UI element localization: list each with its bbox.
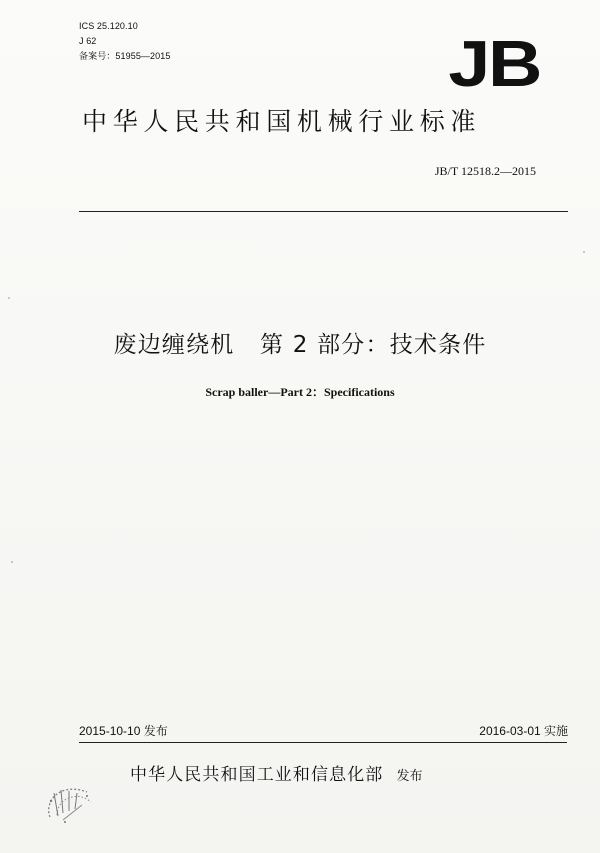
organization-title: 中华人民共和国机械行业标准 bbox=[82, 107, 482, 136]
record-number: 备案号：51955—2015 bbox=[79, 51, 171, 61]
top-divider bbox=[79, 211, 568, 212]
paper-speck bbox=[583, 251, 585, 253]
paper-speck bbox=[8, 297, 10, 299]
publisher-name: 中华人民共和国工业和信息化部 bbox=[130, 765, 384, 785]
ics-code: ICS 25.120.10 bbox=[79, 21, 138, 31]
document-title-en: Scrap baller—Part 2：Specifications bbox=[205, 385, 395, 399]
seal-stamp bbox=[34, 782, 106, 830]
paper-speck bbox=[11, 561, 13, 563]
implement-date: 2016-03-01 实施 bbox=[479, 724, 568, 738]
document-title-zh: 废边缠绕机 第 2 部分：技术条件 bbox=[113, 332, 487, 358]
bottom-divider bbox=[79, 742, 567, 743]
standard-number: JB/T 12518.2—2015 bbox=[434, 164, 536, 178]
classification-block bbox=[79, 19, 170, 64]
jb-logo: JB bbox=[448, 27, 540, 100]
publisher-line bbox=[130, 760, 423, 785]
publish-date: 2015-10-10 发布 bbox=[79, 724, 168, 738]
publisher-suffix: 发布 bbox=[396, 769, 423, 784]
class-code: J 62 bbox=[79, 36, 97, 46]
